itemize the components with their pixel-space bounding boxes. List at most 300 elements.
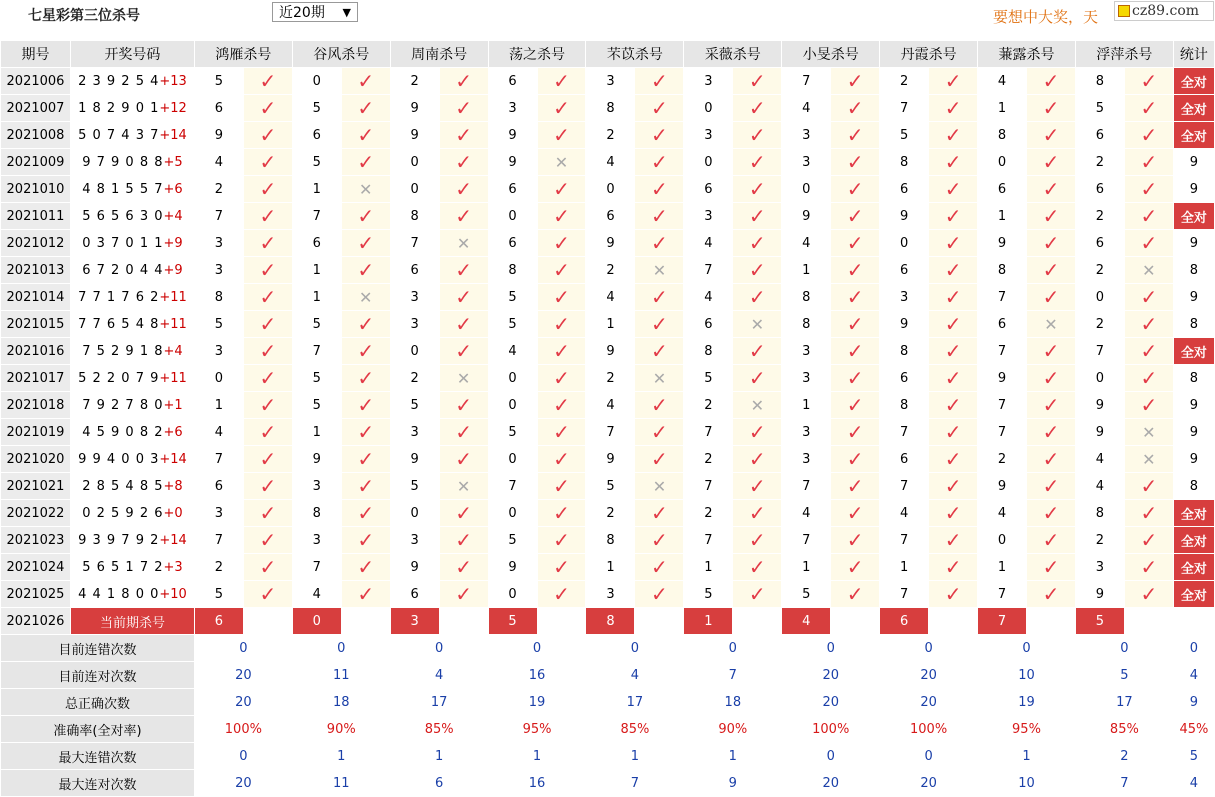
result-cell xyxy=(929,500,978,527)
check-icon: ✓ xyxy=(944,68,962,93)
result-cell xyxy=(1026,257,1075,284)
result-cell xyxy=(537,365,586,392)
table-row xyxy=(1,230,1215,257)
chevron-down-icon: ▼ xyxy=(342,6,351,19)
kill-number-cell: 5 xyxy=(194,311,243,338)
page-title: 七星彩第三位杀号 xyxy=(28,8,140,24)
result-cell xyxy=(635,365,684,392)
draw-digits: 1 8 2 9 0 1 xyxy=(78,100,160,116)
draw-special: +11 xyxy=(159,370,187,386)
result-cell xyxy=(1026,581,1075,608)
check-icon: ✓ xyxy=(259,230,277,255)
check-icon: ✓ xyxy=(944,473,962,498)
result-cell xyxy=(439,149,488,176)
summary-value: 0 xyxy=(978,635,1076,662)
kill-number-cell: 8 xyxy=(586,95,635,122)
summary-stat: 45% xyxy=(1173,716,1214,743)
stat-cell: 全对 xyxy=(1173,338,1214,365)
kill-number-cell: 1 xyxy=(586,554,635,581)
kill-number-table xyxy=(0,40,1215,797)
result-cell xyxy=(831,176,880,203)
check-icon: ✓ xyxy=(944,311,962,336)
check-icon: ✓ xyxy=(1042,581,1060,606)
draw-special: +14 xyxy=(159,451,187,467)
draw-digits: 4 5 9 0 8 2 xyxy=(82,424,164,440)
cross-icon: ✕ xyxy=(1142,449,1156,469)
kill-number-cell: 2 xyxy=(586,365,635,392)
cross-icon: ✕ xyxy=(652,368,667,388)
table-row xyxy=(1,500,1215,527)
result-cell xyxy=(635,95,684,122)
check-icon: ✓ xyxy=(259,338,277,363)
summary-row xyxy=(1,662,1215,689)
result-cell xyxy=(439,257,488,284)
result-cell xyxy=(831,554,880,581)
check-icon: ✓ xyxy=(748,122,766,147)
kill-number-cell: 4 xyxy=(684,284,733,311)
kill-number-cell: 5 xyxy=(292,95,341,122)
summary-value: 1 xyxy=(978,743,1076,770)
kill-number-cell: 8 xyxy=(292,500,341,527)
result-cell xyxy=(341,257,390,284)
kill-number-cell: 8 xyxy=(1075,68,1124,95)
draw-cell xyxy=(70,176,194,203)
kill-number-cell: 9 xyxy=(978,365,1027,392)
check-icon: ✓ xyxy=(846,176,864,201)
kill-number-cell: 1 xyxy=(292,257,341,284)
result-cell xyxy=(243,446,292,473)
kill-number-cell: 3 xyxy=(390,419,439,446)
check-icon: ✓ xyxy=(1042,392,1060,417)
summary-value: 95% xyxy=(488,716,586,743)
kill-number-cell: 0 xyxy=(390,176,439,203)
table-row xyxy=(1,203,1215,230)
kill-number-cell: 7 xyxy=(978,419,1027,446)
kill-number-cell: 4 xyxy=(194,419,243,446)
kill-number-cell: 5 xyxy=(586,473,635,500)
result-cell xyxy=(439,527,488,554)
period-select[interactable] xyxy=(272,2,358,22)
kill-number-cell: 7 xyxy=(880,473,929,500)
summary-value: 1 xyxy=(292,743,390,770)
kill-number-cell: 7 xyxy=(782,527,831,554)
draw-digits: 0 2 5 9 2 6 xyxy=(82,505,164,521)
stat-cell: 8 xyxy=(1173,365,1214,392)
result-cell xyxy=(341,500,390,527)
current-row xyxy=(1,608,1215,635)
cross-icon: ✕ xyxy=(456,233,471,253)
period-cell: 2021023 xyxy=(1,527,71,554)
check-icon: ✓ xyxy=(1140,122,1158,147)
check-icon: ✓ xyxy=(357,311,375,336)
cross-icon: ✕ xyxy=(1142,260,1156,280)
check-icon: ✓ xyxy=(651,554,668,579)
draw-special: +10 xyxy=(159,586,187,602)
result-cell xyxy=(537,554,586,581)
check-icon: ✓ xyxy=(944,554,962,579)
result-cell xyxy=(1124,284,1173,311)
result-cell xyxy=(1026,338,1075,365)
check-icon: ✓ xyxy=(1042,122,1060,147)
kill-number-cell: 6 xyxy=(880,446,929,473)
summary-value: 0 xyxy=(194,743,292,770)
kill-number-cell: 0 xyxy=(390,149,439,176)
period-cell: 2021011 xyxy=(1,203,71,230)
stat-cell: 9 xyxy=(1173,176,1214,203)
result-cell xyxy=(1124,500,1173,527)
check-icon: ✓ xyxy=(357,68,375,93)
kill-number-cell: 4 xyxy=(488,338,537,365)
check-icon: ✓ xyxy=(1042,257,1060,282)
result-cell xyxy=(537,257,586,284)
result-cell xyxy=(243,554,292,581)
col-expert: 芣苡杀号 xyxy=(586,41,684,68)
result-cell xyxy=(1124,338,1173,365)
summary-value: 90% xyxy=(684,716,782,743)
summary-value: 0 xyxy=(292,635,390,662)
summary-value: 1 xyxy=(390,743,488,770)
result-cell xyxy=(831,149,880,176)
result-cell xyxy=(733,419,782,446)
cross-icon: ✕ xyxy=(359,179,373,199)
result-cell xyxy=(831,473,880,500)
current-gap-cell xyxy=(635,608,684,635)
summary-value: 2 xyxy=(1075,743,1173,770)
check-icon: ✓ xyxy=(748,554,766,579)
check-icon: ✓ xyxy=(553,473,570,498)
kill-number-cell: 3 xyxy=(586,581,635,608)
check-icon: ✓ xyxy=(748,500,766,525)
check-icon: ✓ xyxy=(748,473,766,498)
draw-special: +9 xyxy=(163,262,183,278)
draw-cell xyxy=(70,446,194,473)
check-icon: ✓ xyxy=(1042,284,1060,309)
table-row xyxy=(1,419,1215,446)
result-cell xyxy=(929,122,978,149)
check-icon: ✓ xyxy=(846,203,864,228)
period-cell: 2021020 xyxy=(1,446,71,473)
result-cell xyxy=(733,95,782,122)
kill-number-cell: 1 xyxy=(586,311,635,338)
result-cell xyxy=(1124,122,1173,149)
check-icon: ✓ xyxy=(553,392,570,417)
table-row xyxy=(1,392,1215,419)
check-icon: ✓ xyxy=(259,311,277,336)
check-icon: ✓ xyxy=(944,284,962,309)
result-cell xyxy=(243,257,292,284)
kill-number-cell: 1 xyxy=(292,284,341,311)
result-cell xyxy=(439,230,488,257)
kill-number-cell: 9 xyxy=(390,95,439,122)
result-cell xyxy=(243,203,292,230)
result-cell xyxy=(831,500,880,527)
summary-value: 1 xyxy=(488,743,586,770)
summary-value: 11 xyxy=(292,770,390,797)
kill-number-cell: 4 xyxy=(978,500,1027,527)
check-icon: ✓ xyxy=(553,527,570,552)
result-cell xyxy=(1124,203,1173,230)
period-cell: 2021019 xyxy=(1,419,71,446)
kill-number-cell: 1 xyxy=(782,257,831,284)
kill-number-cell: 0 xyxy=(390,338,439,365)
result-cell xyxy=(1026,365,1075,392)
check-icon: ✓ xyxy=(455,581,472,606)
check-icon: ✓ xyxy=(1042,554,1060,579)
table-row xyxy=(1,527,1215,554)
col-stat: 统计 xyxy=(1173,41,1214,68)
kill-number-cell: 4 xyxy=(1075,446,1124,473)
check-icon: ✓ xyxy=(748,257,766,282)
kill-number-cell: 3 xyxy=(488,95,537,122)
check-icon: ✓ xyxy=(259,446,277,471)
kill-number-cell: 4 xyxy=(586,284,635,311)
check-icon: ✓ xyxy=(455,203,472,228)
kill-number-cell: 6 xyxy=(488,230,537,257)
kill-number-cell: 5 xyxy=(488,284,537,311)
check-icon: ✓ xyxy=(1042,446,1060,471)
check-icon: ✓ xyxy=(846,68,864,93)
result-cell xyxy=(635,527,684,554)
kill-number-cell: 5 xyxy=(292,311,341,338)
result-cell xyxy=(733,392,782,419)
kill-number-cell: 4 xyxy=(194,149,243,176)
table-row xyxy=(1,68,1215,95)
check-icon: ✓ xyxy=(1140,230,1158,255)
result-cell xyxy=(537,473,586,500)
check-icon: ✓ xyxy=(748,365,766,390)
kill-number-cell: 8 xyxy=(390,203,439,230)
stat-cell: 全对 xyxy=(1173,203,1214,230)
result-cell xyxy=(243,527,292,554)
result-cell xyxy=(243,311,292,338)
check-icon: ✓ xyxy=(846,446,864,471)
result-cell xyxy=(635,122,684,149)
kill-number-cell: 3 xyxy=(390,284,439,311)
draw-cell xyxy=(70,581,194,608)
check-icon: ✓ xyxy=(455,311,472,336)
kill-number-cell: 7 xyxy=(684,473,733,500)
result-cell xyxy=(1124,554,1173,581)
result-cell xyxy=(635,176,684,203)
kill-number-cell: 2 xyxy=(390,68,439,95)
check-icon: ✓ xyxy=(455,338,472,363)
check-icon: ✓ xyxy=(259,176,277,201)
summary-value: 90% xyxy=(292,716,390,743)
result-cell xyxy=(439,473,488,500)
period-select-value: 近20期 xyxy=(279,5,325,21)
kill-number-cell: 3 xyxy=(684,122,733,149)
check-icon: ✓ xyxy=(1140,284,1158,309)
kill-number-cell: 7 xyxy=(880,419,929,446)
result-cell xyxy=(439,68,488,95)
period-cell: 2021008 xyxy=(1,122,71,149)
kill-number-cell: 7 xyxy=(978,284,1027,311)
result-cell xyxy=(341,149,390,176)
kill-number-cell: 6 xyxy=(292,122,341,149)
result-cell xyxy=(537,176,586,203)
check-icon: ✓ xyxy=(944,338,962,363)
draw-digits: 4 4 1 8 0 0 xyxy=(78,586,160,602)
kill-number-cell: 5 xyxy=(390,392,439,419)
check-icon: ✓ xyxy=(1140,338,1158,363)
current-gap-cell xyxy=(537,608,586,635)
cross-icon: ✕ xyxy=(750,314,764,334)
kill-number-cell: 1 xyxy=(880,554,929,581)
current-gap-cell xyxy=(733,608,782,635)
stat-cell: 全对 xyxy=(1173,95,1214,122)
summary-value: 0 xyxy=(782,743,880,770)
kill-number-cell: 6 xyxy=(684,176,733,203)
kill-number-cell: 1 xyxy=(194,392,243,419)
result-cell xyxy=(1026,149,1075,176)
result-cell xyxy=(341,203,390,230)
check-icon: ✓ xyxy=(748,95,766,120)
period-cell: 2021015 xyxy=(1,311,71,338)
draw-special: +14 xyxy=(159,532,187,548)
kill-number-cell: 3 xyxy=(586,68,635,95)
result-cell xyxy=(341,68,390,95)
cross-icon: ✕ xyxy=(456,476,471,496)
table-row xyxy=(1,338,1215,365)
draw-special: +9 xyxy=(163,235,183,251)
result-cell xyxy=(1026,419,1075,446)
check-icon: ✓ xyxy=(259,392,277,417)
col-expert: 小旻杀号 xyxy=(782,41,880,68)
period-cell: 2021013 xyxy=(1,257,71,284)
check-icon: ✓ xyxy=(1140,554,1158,579)
check-icon: ✓ xyxy=(651,581,668,606)
result-cell xyxy=(929,338,978,365)
cross-icon: ✕ xyxy=(652,260,667,280)
kill-number-cell: 2 xyxy=(1075,203,1124,230)
result-cell xyxy=(243,365,292,392)
result-cell xyxy=(929,176,978,203)
summary-value: 0 xyxy=(782,635,880,662)
period-cell: 2021025 xyxy=(1,581,71,608)
result-cell xyxy=(341,338,390,365)
result-cell xyxy=(635,500,684,527)
kill-number-cell: 1 xyxy=(684,554,733,581)
col-expert: 丹霞杀号 xyxy=(880,41,978,68)
check-icon: ✓ xyxy=(553,554,570,579)
table-row xyxy=(1,95,1215,122)
kill-number-cell: 7 xyxy=(1075,338,1124,365)
summary-label: 最大连对次数 xyxy=(1,770,195,797)
draw-digits: 5 0 7 4 3 7 xyxy=(78,127,160,143)
draw-cell xyxy=(70,365,194,392)
kill-number-cell: 4 xyxy=(782,95,831,122)
draw-digits: 7 7 1 7 6 2 xyxy=(78,289,160,305)
draw-digits: 9 7 9 0 8 8 xyxy=(82,154,164,170)
kill-number-cell: 0 xyxy=(390,500,439,527)
draw-special: +6 xyxy=(163,424,183,440)
check-icon: ✓ xyxy=(357,446,375,471)
result-cell xyxy=(831,284,880,311)
period-cell: 2021017 xyxy=(1,365,71,392)
result-cell xyxy=(831,122,880,149)
check-icon: ✓ xyxy=(357,230,375,255)
current-kill-number: 3 xyxy=(390,608,439,635)
kill-number-cell: 9 xyxy=(586,338,635,365)
result-cell xyxy=(1124,473,1173,500)
kill-number-cell: 7 xyxy=(292,554,341,581)
period-cell: 2021022 xyxy=(1,500,71,527)
kill-number-cell: 7 xyxy=(390,230,439,257)
kill-number-cell: 7 xyxy=(782,473,831,500)
kill-number-cell: 9 xyxy=(488,149,537,176)
current-gap-cell xyxy=(439,608,488,635)
draw-cell xyxy=(70,149,194,176)
check-icon: ✓ xyxy=(1042,527,1060,552)
check-icon: ✓ xyxy=(651,176,668,201)
kill-number-cell: 6 xyxy=(488,176,537,203)
kill-number-cell: 6 xyxy=(194,473,243,500)
stat-cell: 8 xyxy=(1173,473,1214,500)
kill-number-cell: 0 xyxy=(488,446,537,473)
result-cell xyxy=(1124,311,1173,338)
col-expert: 浮萍杀号 xyxy=(1075,41,1173,68)
result-cell xyxy=(537,149,586,176)
result-cell xyxy=(341,284,390,311)
result-cell xyxy=(733,338,782,365)
result-cell xyxy=(733,230,782,257)
result-cell xyxy=(243,338,292,365)
table-row xyxy=(1,176,1215,203)
draw-special: +0 xyxy=(163,505,183,521)
draw-cell xyxy=(70,500,194,527)
result-cell xyxy=(831,338,880,365)
check-icon: ✓ xyxy=(357,554,375,579)
check-icon: ✓ xyxy=(651,68,668,93)
result-cell xyxy=(243,149,292,176)
result-cell xyxy=(929,527,978,554)
kill-number-cell: 0 xyxy=(684,95,733,122)
check-icon: ✓ xyxy=(259,527,277,552)
draw-cell xyxy=(70,392,194,419)
kill-number-cell: 2 xyxy=(586,122,635,149)
check-icon: ✓ xyxy=(553,122,570,147)
table-row xyxy=(1,284,1215,311)
result-cell xyxy=(1026,446,1075,473)
check-icon: ✓ xyxy=(944,149,962,174)
result-cell xyxy=(439,554,488,581)
result-cell xyxy=(1026,95,1075,122)
kill-number-cell: 7 xyxy=(586,419,635,446)
check-icon: ✓ xyxy=(846,95,864,120)
summary-value: 85% xyxy=(1075,716,1173,743)
result-cell xyxy=(243,68,292,95)
result-cell xyxy=(537,68,586,95)
result-cell xyxy=(929,446,978,473)
check-icon: ✓ xyxy=(748,203,766,228)
summary-value: 5 xyxy=(1075,662,1173,689)
check-icon: ✓ xyxy=(259,500,277,525)
result-cell xyxy=(1026,68,1075,95)
site-logo[interactable] xyxy=(1114,1,1214,21)
kill-number-cell: 9 xyxy=(880,311,929,338)
kill-number-cell: 8 xyxy=(880,149,929,176)
check-icon: ✓ xyxy=(748,68,766,93)
result-cell xyxy=(635,230,684,257)
check-icon: ✓ xyxy=(846,257,864,282)
check-icon: ✓ xyxy=(944,95,962,120)
draw-digits: 7 9 2 7 8 0 xyxy=(82,397,164,413)
result-cell xyxy=(929,230,978,257)
kill-number-cell: 7 xyxy=(978,338,1027,365)
check-icon: ✓ xyxy=(944,230,962,255)
check-icon: ✓ xyxy=(455,95,472,120)
check-icon: ✓ xyxy=(553,446,570,471)
